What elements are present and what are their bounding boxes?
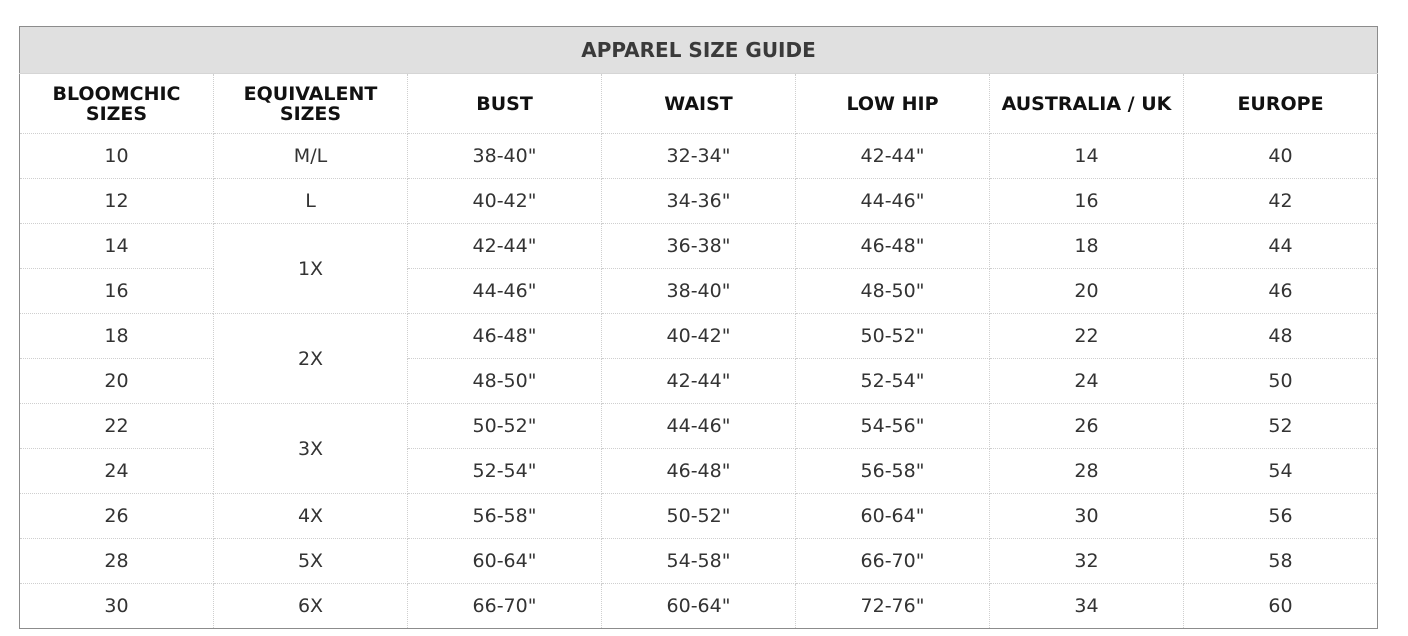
- table-row: [20, 494, 1378, 539]
- size-guide-table: [19, 26, 1378, 629]
- waist-cell: 50-52": [602, 494, 796, 539]
- bloomchic-size-cell: 20: [20, 359, 214, 404]
- header-line: BLOOMCHIC: [52, 82, 181, 105]
- header-australia-uk: AUSTRALIA / UK: [990, 74, 1184, 134]
- waist-cell: 36-38": [602, 224, 796, 269]
- australia-uk-cell: 34: [990, 584, 1184, 629]
- title-row: [20, 27, 1378, 74]
- bust-cell: 46-48": [408, 314, 602, 359]
- header-equivalent-sizes: [214, 74, 408, 134]
- europe-cell: 48: [1184, 314, 1378, 359]
- europe-cell: 44: [1184, 224, 1378, 269]
- waist-cell: 32-34": [602, 134, 796, 179]
- low-hip-cell: 54-56": [796, 404, 990, 449]
- table-row: [20, 224, 1378, 269]
- equivalent-size-cell: L: [214, 179, 408, 224]
- waist-cell: 42-44": [602, 359, 796, 404]
- europe-cell: 60: [1184, 584, 1378, 629]
- bust-cell: 66-70": [408, 584, 602, 629]
- australia-uk-cell: 26: [990, 404, 1184, 449]
- europe-cell: 58: [1184, 539, 1378, 584]
- europe-cell: 42: [1184, 179, 1378, 224]
- waist-cell: 60-64": [602, 584, 796, 629]
- australia-uk-cell: 16: [990, 179, 1184, 224]
- bloomchic-size-cell: 28: [20, 539, 214, 584]
- bust-cell: 56-58": [408, 494, 602, 539]
- table-row: [20, 404, 1378, 449]
- europe-cell: 56: [1184, 494, 1378, 539]
- equivalent-size-cell: 4X: [214, 494, 408, 539]
- header-line: SIZES: [85, 102, 148, 125]
- bloomchic-size-cell: 30: [20, 584, 214, 629]
- bloomchic-size-cell: 22: [20, 404, 214, 449]
- low-hip-cell: 50-52": [796, 314, 990, 359]
- europe-cell: 46: [1184, 269, 1378, 314]
- bust-cell: 44-46": [408, 269, 602, 314]
- australia-uk-cell: 18: [990, 224, 1184, 269]
- header-europe: EUROPE: [1184, 74, 1378, 134]
- equivalent-size-cell: 2X: [214, 314, 408, 404]
- europe-cell: 50: [1184, 359, 1378, 404]
- low-hip-cell: 52-54": [796, 359, 990, 404]
- waist-cell: 54-58": [602, 539, 796, 584]
- waist-cell: 44-46": [602, 404, 796, 449]
- australia-uk-cell: 30: [990, 494, 1184, 539]
- header-line: SIZES: [279, 102, 342, 125]
- header-bust: BUST: [408, 74, 602, 134]
- table-row: [20, 179, 1378, 224]
- australia-uk-cell: 28: [990, 449, 1184, 494]
- header-bloomchic-sizes: [20, 74, 214, 134]
- table-row: [20, 134, 1378, 179]
- table-row: [20, 314, 1378, 359]
- low-hip-cell: 46-48": [796, 224, 990, 269]
- equivalent-size-cell: 1X: [214, 224, 408, 314]
- australia-uk-cell: 20: [990, 269, 1184, 314]
- equivalent-size-cell: 6X: [214, 584, 408, 629]
- table-row: [20, 584, 1378, 629]
- australia-uk-cell: 14: [990, 134, 1184, 179]
- waist-cell: 46-48": [602, 449, 796, 494]
- low-hip-cell: 44-46": [796, 179, 990, 224]
- australia-uk-cell: 22: [990, 314, 1184, 359]
- equivalent-size-cell: 3X: [214, 404, 408, 494]
- waist-cell: 38-40": [602, 269, 796, 314]
- bust-cell: 60-64": [408, 539, 602, 584]
- low-hip-cell: 66-70": [796, 539, 990, 584]
- waist-cell: 40-42": [602, 314, 796, 359]
- bloomchic-size-cell: 16: [20, 269, 214, 314]
- bust-cell: 48-50": [408, 359, 602, 404]
- bloomchic-size-cell: 10: [20, 134, 214, 179]
- europe-cell: 54: [1184, 449, 1378, 494]
- header-low-hip: LOW HIP: [796, 74, 990, 134]
- australia-uk-cell: 32: [990, 539, 1184, 584]
- bust-cell: 38-40": [408, 134, 602, 179]
- bust-cell: 52-54": [408, 449, 602, 494]
- bust-cell: 40-42": [408, 179, 602, 224]
- low-hip-cell: 42-44": [796, 134, 990, 179]
- low-hip-cell: 72-76": [796, 584, 990, 629]
- equivalent-size-cell: 5X: [214, 539, 408, 584]
- header-line: EQUIVALENT: [243, 82, 378, 105]
- bloomchic-size-cell: 12: [20, 179, 214, 224]
- header-row: [20, 74, 1378, 134]
- australia-uk-cell: 24: [990, 359, 1184, 404]
- europe-cell: 40: [1184, 134, 1378, 179]
- low-hip-cell: 56-58": [796, 449, 990, 494]
- bust-cell: 42-44": [408, 224, 602, 269]
- table-row: [20, 539, 1378, 584]
- europe-cell: 52: [1184, 404, 1378, 449]
- bust-cell: 50-52": [408, 404, 602, 449]
- bloomchic-size-cell: 26: [20, 494, 214, 539]
- header-waist: WAIST: [602, 74, 796, 134]
- bloomchic-size-cell: 14: [20, 224, 214, 269]
- table-title: APPAREL SIZE GUIDE: [20, 27, 1378, 74]
- low-hip-cell: 60-64": [796, 494, 990, 539]
- low-hip-cell: 48-50": [796, 269, 990, 314]
- waist-cell: 34-36": [602, 179, 796, 224]
- bloomchic-size-cell: 18: [20, 314, 214, 359]
- bloomchic-size-cell: 24: [20, 449, 214, 494]
- equivalent-size-cell: M/L: [214, 134, 408, 179]
